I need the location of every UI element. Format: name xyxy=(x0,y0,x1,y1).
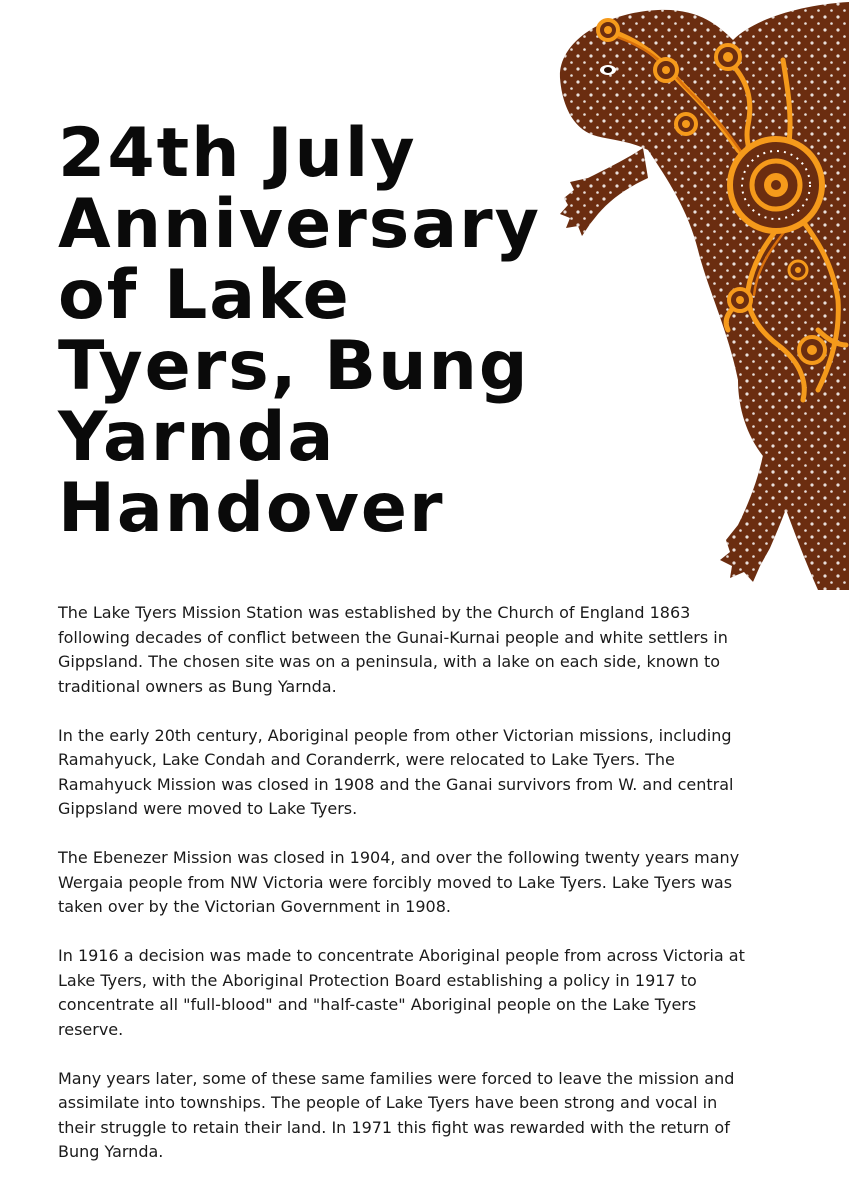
paragraph xyxy=(58,846,798,920)
body-text xyxy=(58,601,798,1189)
text-line: assimilate into townships. The people of Lake Tyers have been strong and vocal in xyxy=(58,1093,718,1112)
text-line: following decades of conflict between the Gunai-Kurnai people and white settlers in xyxy=(58,627,728,647)
paragraph xyxy=(58,601,798,699)
title-line: Anniversary xyxy=(58,185,541,264)
text-line: Gippsland. The chosen site was on a peninsula, with a lake on each side, known to xyxy=(58,652,721,671)
title-line: Tyers, Bung xyxy=(58,327,530,406)
paragraph xyxy=(58,944,798,1042)
text-line: Bung Yarnda. xyxy=(58,1142,164,1161)
title-line: Handover xyxy=(58,469,445,548)
text-line: Lake Tyers, with the Aboriginal Protection Board establishing a policy in 1917 to xyxy=(58,970,697,990)
text-line: The Ebenezer Mission was closed in 1904, and over the following twenty years many xyxy=(58,848,740,867)
text-line: Ramahyuck Mission was closed in 1908 and the Ganai survivors from W. and central xyxy=(58,774,734,794)
text-line: taken over by the Victorian Government in 1908. xyxy=(58,897,451,916)
text-line: concentrate all "full-blood" and "half-caste" Aboriginal people on the Lake Tyers xyxy=(58,995,697,1014)
text-line: In 1916 a decision was made to concentrate Aboriginal people from across Victoria at xyxy=(58,946,745,965)
paragraph xyxy=(58,724,798,822)
title-line: 24th July xyxy=(58,114,417,193)
text-line: The Lake Tyers Mission Station was established by the Church of England 1863 xyxy=(58,603,691,622)
lizard-dot-painting-icon xyxy=(548,0,849,590)
title-line: Yarnda xyxy=(58,398,336,477)
paragraph xyxy=(58,1067,798,1165)
page-title xyxy=(58,114,578,548)
text-line: their struggle to retain their land. In 1971 this fight was rewarded with the return of xyxy=(58,1117,730,1137)
concentric-circle-large xyxy=(730,139,822,231)
text-line: traditional owners as Bung Yarnda. xyxy=(58,676,337,696)
text-line: Many years later, some of these same families were forced to leave the mission and xyxy=(58,1068,735,1088)
text-line: Ramahyuck, Lake Condah and Coranderrk, were relocated to Lake Tyers. The xyxy=(58,750,675,769)
text-line: reserve. xyxy=(58,1019,124,1039)
text-line: Gippsland were moved to Lake Tyers. xyxy=(58,799,358,818)
text-line: In the early 20th century, Aboriginal people from other Victorian missions, including xyxy=(58,725,732,745)
title-line: of Lake xyxy=(58,256,351,335)
text-line: Wergaia people from NW Victoria were forcibly moved to Lake Tyers. Lake Tyers was xyxy=(58,872,733,892)
